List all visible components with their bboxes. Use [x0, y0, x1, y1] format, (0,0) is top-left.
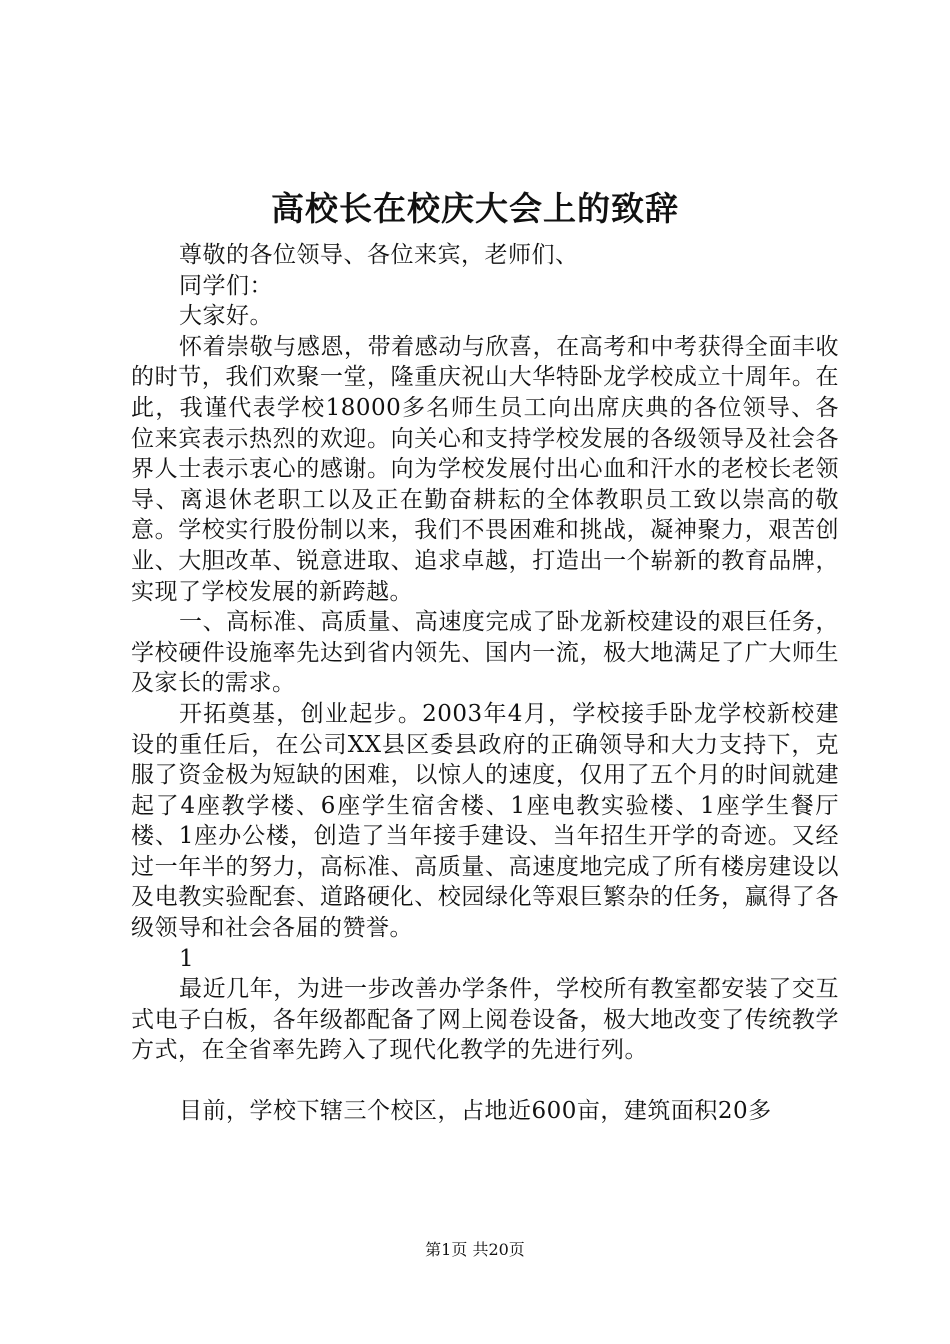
document-title: 高校长在校庆大会上的致辞 [271, 189, 679, 228]
page-footer: 第1页 共20页 [425, 1240, 525, 1259]
paragraph: 开拓奠基，创业起步。2003年4月，学校接手卧龙学校新校建设的重任后，在公司XX县区委县政府的正确领导和大力支持下，克服了资金极为短缺的困难，以惊人的速度，仅用了五个月的时间就建起了4座教学楼、6座学生宿舍楼、1座电教实验楼、1座学生餐厅楼、1座办公楼，创造了当年接手建设、当年招生开学的奇迹。又经过一年半的努力，高标准、高质量、高速度地完成了所有楼房建设以及电教实验配套、道路硬化、校园绿化等艰巨繁杂的任务，赢得了各级领导和社会各届的赞誉。 [131, 700, 839, 942]
greeting-line: 同学们： [179, 272, 273, 299]
page-marker: 1 [179, 945, 195, 972]
paragraph: 怀着崇敬与感恩，带着感动与欣喜，在高考和中考获得全面丰收的时节，我们欢聚一堂，隆重庆祝山大华特卧龙学校成立十周年。在此，我谨代表学校18000多名师生员工向出席庆典的各位领导、各位来宾表示热烈的欢迎。向关心和支持学校发展的各级领导及社会各界人士表示衷心的感谢。向为学校发展付出心血和汗水的老校长老领导、离退休老职工以及正在勤奋耕耘的全体教职员工致以崇高的敬意。学校实行股份制以来，我们不畏困难和挑战，凝神聚力，艰苦创业、大胆改革、锐意进取、追求卓越，打造出一个崭新的教育品牌，实现了学校发展的新跨越。 [131, 333, 839, 605]
greeting-line: 尊敬的各位领导、各位来宾，老师们、 [179, 242, 579, 268]
document-body [131, 240, 839, 1127]
paragraph: 目前，学校下辖三个校区，占地近600亩，建筑面积20多 [179, 1098, 772, 1125]
paragraph-gap [131, 1066, 839, 1096]
greeting-line: 大家好。 [179, 303, 273, 330]
paragraph: 最近几年，为进一步改善办学条件，学校所有教室都安装了交互式电子白板，各年级都配备了网上阅卷设备，极大地改变了传统教学方式，在全省率先跨入了现代化教学的先进行列。 [131, 976, 839, 1064]
paragraph: 一、高标准、高质量、高速度完成了卧龙新校建设的艰巨任务，学校硬件设施率先达到省内领先、国内一流，极大地满足了广大师生及家长的需求。 [131, 609, 839, 697]
